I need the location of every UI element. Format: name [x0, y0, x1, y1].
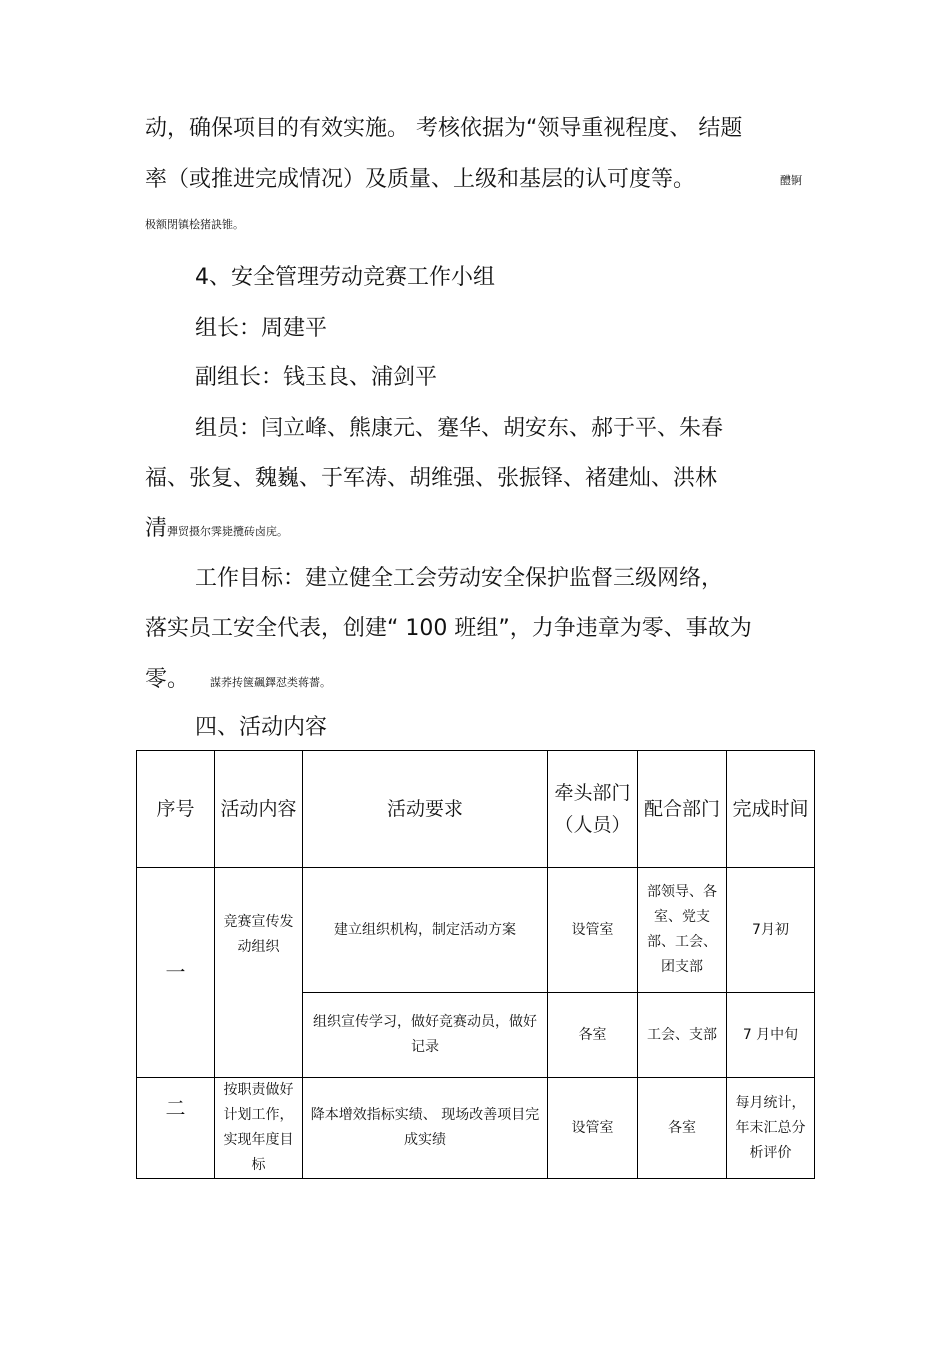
section-heading: 四、活动内容 — [195, 715, 328, 740]
members-line: 福、张复、魏巍、于军涛、胡维强、张振铎、褚建灿、洪林 — [145, 466, 718, 491]
members-line — [145, 514, 288, 547]
activity-table — [136, 750, 815, 1179]
row-seq: 一 — [137, 868, 215, 1078]
table-row — [137, 868, 815, 993]
garbled-note: 謀荞抟箧飆鐸怼类蒋薔。 — [210, 676, 331, 689]
goal-line: 工作目标：建立健全工会劳动安全保护监督三级网络， — [195, 566, 724, 591]
row-requirement: 建立组织机构，制定活动方案 — [303, 868, 548, 993]
row-lead: 各室 — [548, 993, 638, 1078]
table-header-row — [137, 751, 815, 868]
header-requirement: 活动要求 — [303, 751, 548, 868]
row-lead: 设管室 — [548, 868, 638, 993]
garbled-note: 极额閉镇桧猪訣锥。 — [145, 218, 244, 231]
row-time: 7 月中旬 — [727, 993, 815, 1078]
header-seq: 序号 — [137, 751, 215, 868]
row-time: 每月统计，年末汇总分析评价 — [727, 1078, 815, 1179]
goal-line: 落实员工安全代表，创建“ 100 班组”，力争违章为零、事故为 — [145, 616, 752, 641]
paragraph-line: 率（或推进完成情况）及质量、上级和基层的认可度等。 — [145, 167, 696, 192]
row-seq: 二 — [137, 1078, 215, 1179]
row-coop: 各室 — [638, 1078, 727, 1179]
garbled-note: 彈贸摄尔霁毙攬砖卤庑。 — [167, 525, 289, 538]
section-heading: 4、安全管理劳动竞赛工作小组 — [195, 265, 495, 290]
header-content: 活动内容 — [215, 751, 303, 868]
header-complete-time: 完成时间 — [727, 751, 815, 868]
members-line-text: 清 — [145, 516, 168, 541]
leader-line: 组长：周建平 — [195, 316, 328, 341]
table-row — [137, 1078, 815, 1179]
goal-line-text: 零。 — [145, 667, 190, 692]
row-content: 竞赛宣传发动组织 — [215, 868, 303, 1078]
paragraph-line: 动，确保项目的有效实施。 考核依据为“领导重视程度、 结题 — [145, 116, 743, 141]
row-coop: 部领导、各室、党支部、工会、团支部 — [638, 868, 727, 993]
row-content: 按职责做好计划工作，实现年度目标 — [215, 1078, 303, 1179]
header-lead-dept: 牵头部门（人员） — [548, 751, 638, 868]
row-requirement: 组织宣传学习，做好竞赛动员，做好记录 — [303, 993, 548, 1078]
row-requirement: 降本增效指标实绩、 现场改善项目完成实绩 — [303, 1078, 548, 1179]
row-coop: 工会、支部 — [638, 993, 727, 1078]
deputy-line: 副组长：钱玉良、浦剑平 — [195, 365, 438, 390]
garbled-note: 醴锕 — [780, 174, 802, 187]
header-coop-dept: 配合部门 — [638, 751, 727, 868]
row-time: 7月初 — [727, 868, 815, 993]
members-line: 组员：闫立峰、熊康元、蹇华、胡安东、郝于平、朱春 — [195, 416, 724, 441]
goal-line — [145, 665, 331, 698]
row-lead: 设管室 — [548, 1078, 638, 1179]
